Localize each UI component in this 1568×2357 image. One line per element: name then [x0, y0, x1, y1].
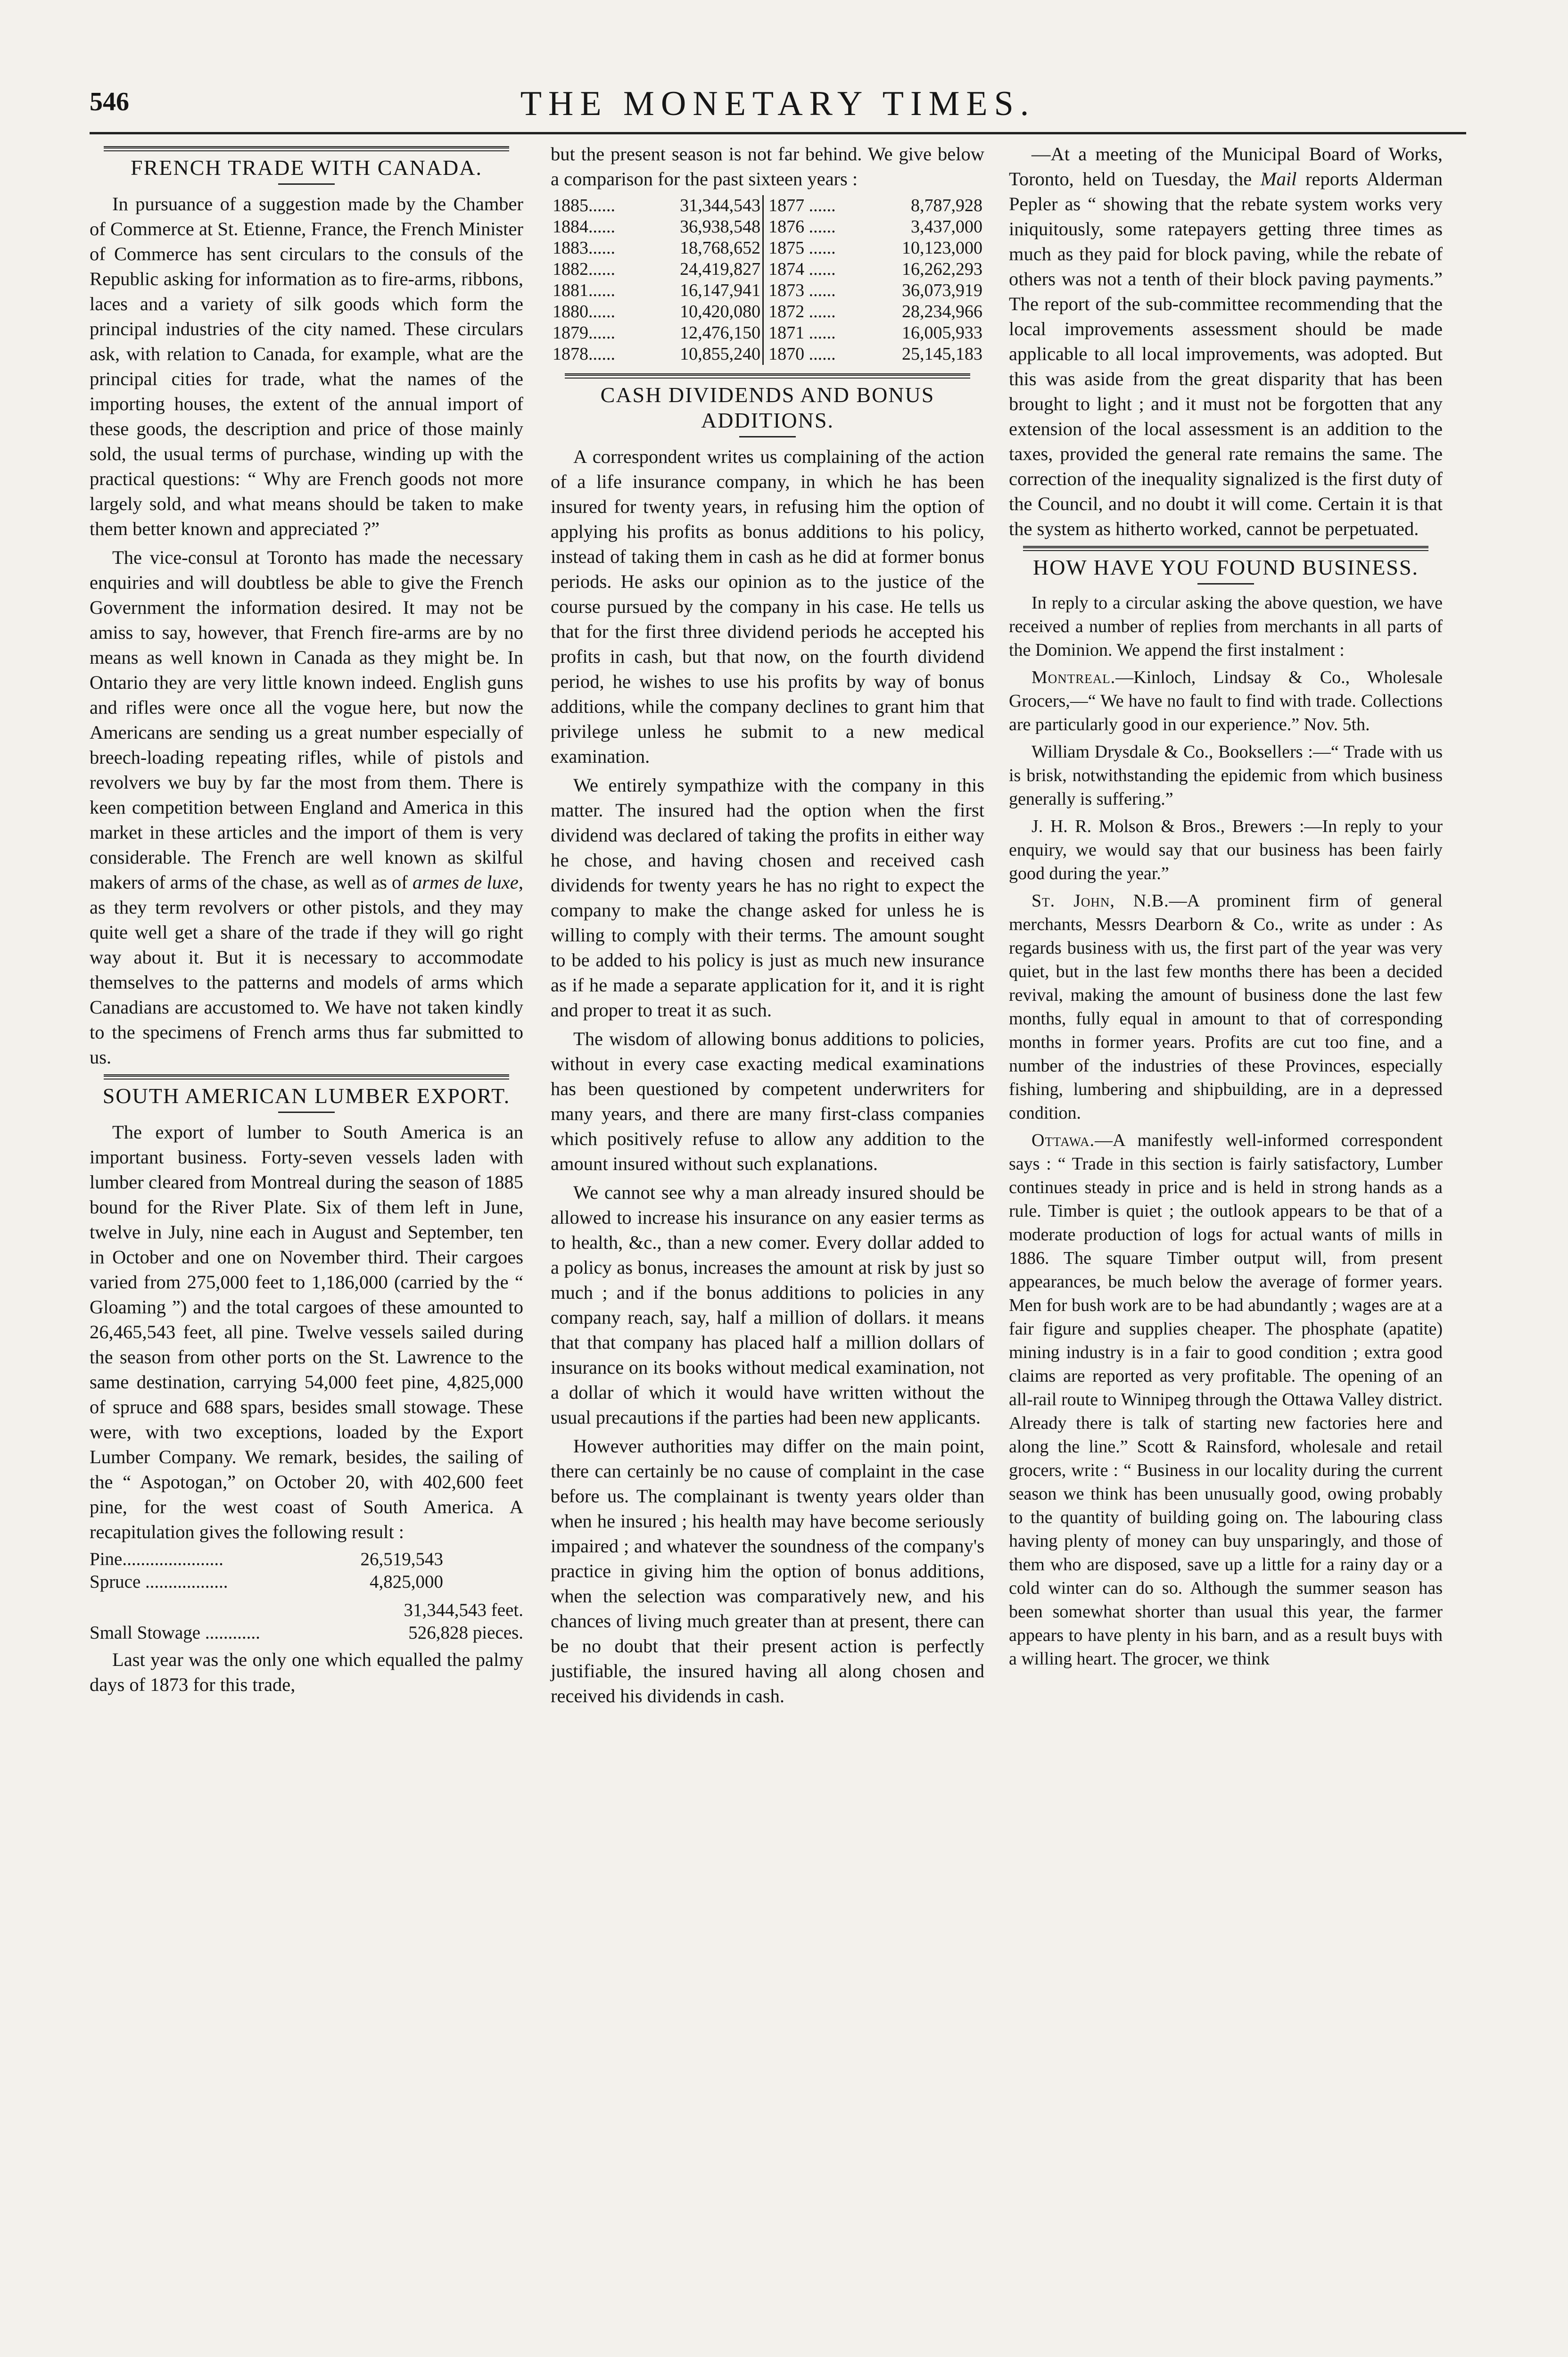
table-cell: Spruce .................. — [90, 1572, 228, 1592]
journal-title: THE MONETARY TIMES. — [520, 84, 1036, 123]
table-cell: 1871 ...... — [768, 323, 836, 343]
table-cell: 16,005,933 — [902, 323, 982, 343]
table-row — [90, 1571, 523, 1593]
table-cell: 526,828 pieces. — [408, 1623, 523, 1643]
title-underline — [739, 436, 796, 437]
column-divider — [763, 280, 767, 301]
table-cell: 31,344,543 — [680, 196, 761, 215]
table-cell: 31,344,543 feet. — [404, 1600, 523, 1620]
table-row — [90, 1548, 523, 1571]
table-cell: 26,519,543 — [360, 1549, 443, 1569]
table-cell: 28,234,966 — [902, 302, 982, 321]
table-row — [551, 322, 984, 344]
column-divider — [763, 322, 767, 344]
article-paragraph: William Drysdale & Co., Booksellers :—“ Trade with us is brisk, notwithstanding the epidemic from which business generally is suffering.” — [1009, 742, 1443, 809]
article-paragraph: A correspondent writes us complaining of the action of a life insurance company, in which he has been insured for twenty years, in refusing him the option of applying his profits as bonus additions to his policy, instead of taking them in cash as he did at former bonus periods. He asks our opinion as to the justice of the course pursued by the company in his case. He tells us that for the first three dividend periods he accepted his profits in cash, but that now, on the fourth dividend period, he wishes to use his profits by way of bonus additions, while the company declines to grant him that privilege unless he submit to a new medical examination. — [551, 446, 984, 767]
article-paragraph: We cannot see why a man already insured should be allowed to increase his insurance on any easier terms as to health, &c., than a new comer. Every dollar added to a policy as bonus, increases the amount at risk by just so much ; and if the bonus additions to policies in any company reach, say, half a million of dollars. it means that that company has placed half a million dollars of insurance on its books without medical examination, not a dollar of which it would have written without the usual precautions if the parties had been new applicants. — [551, 1182, 984, 1428]
table-cell: 1884...... — [553, 217, 615, 237]
article-paragraph: but the present season is not far behind. We give below a comparison for the past sixteen years : — [551, 143, 984, 190]
table-cell: 1879...... — [553, 323, 615, 343]
section-rule — [1023, 546, 1428, 551]
place-heading: Montreal. — [1032, 668, 1116, 687]
article-paragraph: The wisdom of allowing bonus additions to policies, without in every case exacting medical examinations has been questioned by competent underwriters for many years, and there are many first-class companies which positively refuse to allow any addition to the amount insured without such explanations. — [551, 1028, 984, 1174]
article-paragraph: Last year was the only one which equalled the palmy days of 1873 for this trade, — [90, 1649, 523, 1695]
column-divider — [763, 195, 767, 216]
table-row — [551, 301, 984, 322]
table-cell: 16,262,293 — [902, 259, 982, 279]
column-divider — [763, 344, 767, 365]
italic-phrase: armes de luxe — [412, 872, 519, 893]
place-heading: St. John, N.B. — [1032, 891, 1169, 911]
article-paragraph: In pursuance of a suggestion made by the Chamber of Commerce at St. Etienne, France, the French Minister of Commerce has sent circulars to the consuls of the Republic asking for information as to fire-arms, ribbons, laces and a variety of silk goods which form the principal industries of the city named. These circulars ask, with relation to Canada, for example, what are the principal cities for trade, what the names of the importing houses, the extent of the annual import of these goods, the description and price of those mainly sold, the usual terms of purchase, winding up with the practical questions: “ Why are French goods not more largely sold, and what means should be taken to make them better known and appreciated ?” — [90, 193, 523, 539]
table-row — [551, 195, 984, 216]
italic-phrase: Mail — [1260, 168, 1297, 190]
table-cell: 1877 ...... — [768, 196, 836, 215]
table-cell: 25,145,183 — [902, 344, 982, 364]
title-underline — [278, 183, 335, 185]
table-cell: 36,938,548 — [680, 217, 761, 237]
lumber-years-table — [551, 195, 984, 365]
table-cell: 16,147,941 — [680, 280, 761, 300]
table-cell: 1876 ...... — [768, 217, 836, 237]
table-cell: 12,476,150 — [680, 323, 761, 343]
column-middle — [551, 141, 984, 1712]
table-cell: 3,437,000 — [911, 217, 982, 237]
article-paragraph: We entirely sympathize with the company in this matter. The insured had the option when the first dividend was declared of taking the profits in either way he chose, and having chosen and received cash dividends for twenty years he has no right to expect the company to make the change asked for unless he is willing to comply with their terms. The amount sought to be added to his policy is just as much new insurance as if he made a separate application for it, and it is right and proper to treat it as such. — [551, 775, 984, 1021]
column-divider — [763, 216, 767, 238]
table-row — [90, 1622, 523, 1644]
section-rule — [565, 373, 970, 379]
table-cell: 8,787,928 — [911, 196, 982, 215]
table-cell: 1878...... — [553, 344, 615, 364]
table-cell: 1870 ...... — [768, 344, 836, 364]
article-paragraph: The vice-consul at Toronto has made the necessary enquiries and will doubtless be able to give the French Government the information desired. It may not be amiss to say, however, that French fire-arms are by no means as well known in Canada as they might be. In Ontario they are very little known indeed. English guns and rifles were once all the vogue here, but now the Americans are sending us a great number especially of breech-loading repeating rifles, while of pistols and revolvers we buy by far the most from them. There is keen competition between England and America in this market in these articles and the import of them is very considerable. The French are well known as skilful makers of arms of the chase, as well as of armes de luxe, as they term revolvers or other pistols, and they may quite well get a share of the trade if they will go right way about it. But it is necessary to accommodate themselves to the patterns and models of arms which Canadians are accustomed to. We have not taken kindly to the specimens of French arms thus far submitted to us. — [90, 547, 523, 1068]
table-cell: Pine...................... — [90, 1549, 223, 1569]
table-row — [551, 344, 984, 365]
section-rule — [104, 146, 509, 151]
table-row — [551, 280, 984, 301]
article-title-french-trade: FRENCH TRADE WITH CANADA. — [131, 156, 482, 180]
article-paragraph: Ottawa.—A manifestly well-informed correspondent says : “ Trade in this section is fairly satisfactory, Lumber continues steady in price and is held in strong hands as a rule. Timber is quiet ; the outlook appears to be that of a moderate production of logs for actual wants of mills in 1886. The square Timber output will, from present appearances, be much below the average of former years. Men for bush work are to be had abundantly ; wages are at a fair figure and supplies cheaper. The phosphate (apatite) mining industry is in a fair to good condition ; extra good claims are reported as very profitable. The opening of an all-rail route to Winnipeg through the Ottawa Valley district. Already there is talk of starting new factories here and along the line.” Scott & Rainsford, wholesale and retail grocers, write : “ Business in our locality during the current season we think has been unusually good, owing probably to the quantity of building going on. The labouring class having plenty of money can buy unsparingly, and those of them who are disposed, save up a little for a rainy day or a cold winter can do so. Although the summer season has been somewhat shorter than usual this year, the farmer appears to have plenty in his barn, and as a result buys with a willing heart. The grocer, we think — [1009, 1130, 1443, 1669]
table-cell: 24,419,827 — [680, 259, 761, 279]
article-title-business: HOW HAVE YOU FOUND BUSINESS. — [1032, 555, 1419, 579]
table-cell: 1883...... — [553, 238, 615, 258]
article-paragraph: J. H. R. Molson & Bros., Brewers :—In reply to your enquiry, we would say that our business has been fairly good during the year.” — [1009, 816, 1443, 883]
table-cell: 1873 ...... — [768, 280, 836, 300]
table-row — [551, 238, 984, 259]
table-cell: 10,855,240 — [680, 344, 761, 364]
column-right — [1009, 141, 1443, 1674]
table-cell: 1881...... — [553, 280, 615, 300]
section-rule — [104, 1074, 509, 1080]
article-paragraph: In reply to a circular asking the above question, we have received a number of replies from merchants in all parts of the Dominion. We append the first instalment : — [1009, 593, 1443, 660]
article-paragraph: The export of lumber to South America is an important business. Forty-seven vessels laden with lumber cleared from Montreal during the season of 1885 bound for the River Plate. Six of them left in June, twelve in July, nine each in August and September, ten in October and one on November third. Their cargoes varied from 275,000 feet to 1,186,000 (carried by the “ Gloaming ”) and the total cargoes of these amounted to 26,465,543 feet, all pine. Twelve vessels sailed during the season from other ports on the St. Lawrence to the same destination, carrying 54,000 feet pine, 4,825,000 of spruce and 688 spars, besides small stowage. These were, with two exceptions, loaded by the Export Lumber Company. We remark, besides, the sailing of the “ Aspotogan,” on October 20, with 402,600 feet pine, for the west coast of South America. A recapitulation gives the following result : — [90, 1121, 523, 1542]
title-underline — [278, 1112, 335, 1113]
table-cell: 36,073,919 — [902, 280, 982, 300]
place-heading: Ottawa. — [1032, 1130, 1095, 1150]
header-rule — [90, 132, 1466, 134]
table-cell: 10,123,000 — [902, 238, 982, 258]
table-cell: 1880...... — [553, 302, 615, 321]
article-paragraph: St. John, N.B.—A prominent firm of general merchants, Messrs Dearborn & Co., write as under : As regards business with us, the first part of the year was very quiet, but in the last few months there has been a decided revival, making the amount of business done the last few months, fully equal in amount to that of corresponding months in former years. Profits are cut too fine, and a number of the industries of these Provinces, especially fishing, lumbering and shipbuilding, are in a depressed condition. — [1009, 891, 1443, 1123]
column-divider — [763, 238, 767, 259]
table-cell: 1885...... — [553, 196, 615, 215]
table-cell: 18,768,652 — [680, 238, 761, 258]
table-row — [551, 259, 984, 280]
column-left — [90, 141, 523, 1701]
title-underline — [1197, 583, 1254, 585]
article-paragraph: However authorities may differ on the main point, there can certainly be no cause of complaint in the case before us. The complainant is twenty years older than when he insured ; his health may have become seriously impaired ; and whatever the soundness of the company's practice in giving him the option of bonus additions, when the selection was comparatively new, and his chances of living much greater than at present, there can be no doubt that their present action is perfectly justifiable, the insured having all along chosen and received his dividends in cash. — [551, 1435, 984, 1706]
column-divider — [763, 259, 767, 280]
table-cell: 1874 ...... — [768, 259, 836, 279]
article-paragraph: Montreal.—Kinloch, Lindsay & Co., Wholesale Grocers,—“ We have no fault to find with trade. Collections are particularly good in our experience.” Nov. 5th. — [1009, 668, 1443, 734]
column-divider — [763, 301, 767, 322]
table-cell: 1872 ...... — [768, 302, 836, 321]
table-cell: 4,825,000 — [370, 1572, 443, 1592]
article-title-lumber-export: SOUTH AMERICAN LUMBER EXPORT. — [102, 1084, 511, 1108]
article-paragraph: —At a meeting of the Municipal Board of Works, Toronto, held on Tuesday, the Mail reports Alderman Pepler as “ showing that the rebate system works very iniquitously, some ratepayers getting three times as much as they paid for block paving, while the rebate of others was not a tenth of their block paving payments.” The report of the sub-committee recommending that the local improvements assessment should be made applicable to all local improvements, was adopted. But this was aside from the great disparity that has been brought to light ; and it must not be forgotten that any extension of the local assessment is an addition to the taxes, provided the general rate remains the same. The correction of the inequality signalized is the first duty of the Council, and no doubt it will come. Certain it is that the system as hitherto worked, cannot be perpetuated. — [1009, 143, 1443, 539]
table-cell: Small Stowage ............ — [90, 1623, 260, 1643]
lumber-recap-table — [90, 1548, 523, 1644]
table-cell: 10,420,080 — [680, 302, 761, 321]
page-header — [90, 84, 1466, 126]
table-row — [551, 216, 984, 238]
table-cell: 1882...... — [553, 259, 615, 279]
table-row — [90, 1593, 523, 1622]
table-cell: 1875 ...... — [768, 238, 836, 258]
article-title-cash-dividends: CASH DIVIDENDS AND BONUS ADDITIONS. — [600, 383, 935, 432]
page-number: 546 — [90, 87, 129, 116]
